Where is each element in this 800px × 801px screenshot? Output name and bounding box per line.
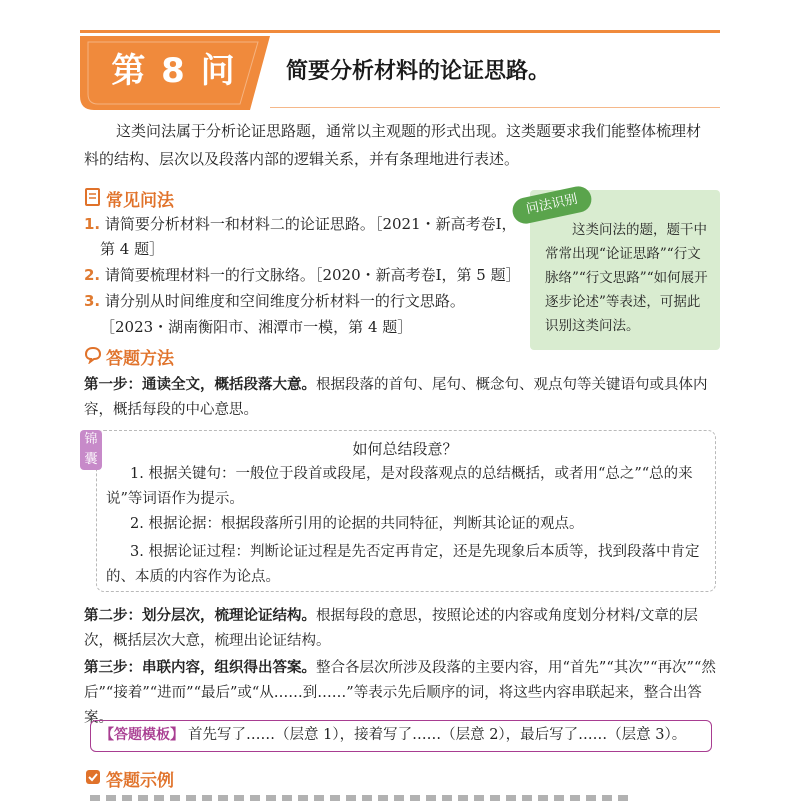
item-number: 2.: [84, 266, 101, 284]
question-prompt: 简要分析材料的论证思路。: [286, 59, 551, 84]
section-heading-method: 答题方法: [106, 349, 174, 369]
item-text: 请简要分析材料一和材料二的论证思路。: [104, 215, 375, 233]
step-label: 第二步：划分层次，梳理论证结构。: [84, 608, 316, 624]
tip-tag: 锦囊: [80, 430, 102, 470]
step-one: [84, 373, 720, 423]
checkbox-icon: [84, 768, 102, 786]
item-text: 请分别从时间维度和空间维度分析材料一的行文思路。: [104, 292, 465, 310]
list-item: [84, 262, 521, 288]
template-label: 【答题模板】: [100, 727, 184, 743]
identify-text: 这类问法的题，题干中常常出现“论证思路”“行文脉络”“行文思路”“如何展开逐步论述”等表述，可据此识别这类问法。: [545, 222, 708, 334]
tip-title: 如何总结段意？: [352, 440, 458, 458]
step-text: 根据每段的意思，按照论述的内容或角度划分材料/文章的层次，概括层次大意，梳理出论证结构。: [84, 608, 698, 649]
item-source-cont: 第 4 题］: [100, 240, 165, 258]
step-two: [84, 604, 720, 654]
item-number: 1.: [84, 215, 101, 233]
identify-tag: 问法识别: [510, 184, 594, 226]
notebook-icon: [84, 187, 102, 207]
tip-item: 2. 根据论据：根据段落所引用的论据的共同特征，判断其论证的观点。: [130, 516, 584, 532]
tip-item: 1. 根据关键句：一般位于段首或段尾，是对段落观点的总结概括，或者用“总之”“总的来说”等词语作为提示。: [106, 466, 693, 507]
section-heading-common: 常见问法: [106, 191, 174, 211]
step-text: 整合各层次所涉及段落的主要内容，用“首先”“其次”“再次”“然后”“接着”“进而”“最后”或“从……到……”等表示先后顺序的词，将这些内容串联起来，整合出答案。: [84, 660, 716, 726]
step-text: 根据段落的首句、尾句、概念句、观点句等关键语句或具体内容，概括每段的中心意思。: [84, 377, 708, 418]
item-source: ［2020・新高考卷Ⅰ，第 5 题］: [314, 266, 521, 284]
header-underline: [270, 107, 720, 108]
intro-paragraph: 这类问法属于分析论证思路题，通常以主观题的形式出现。这类题要求我们能整体梳理材料的结构、层次以及段落内部的逻辑关系，并有条理地进行表述。: [84, 122, 702, 168]
item-text: 请简要梳理材料一的行文脉络。: [104, 266, 315, 284]
section-heading-example: 答题示例: [106, 771, 174, 791]
list-item: [84, 288, 465, 314]
step-label: 第三步：串联内容，组织得出答案。: [84, 660, 316, 676]
list-item: [84, 211, 517, 237]
page-title: 第 8 问: [111, 51, 237, 91]
step-label: 第一步：通读全文，概括段落大意。: [84, 377, 316, 393]
template-text: 首先写了……（层意 1），接着写了……（层意 2），最后写了……（层意 3）。: [188, 727, 687, 743]
cut-off-text-line: [90, 795, 630, 801]
item-number: 3.: [84, 292, 101, 310]
item-source: ［2021・新高考卷Ⅰ，: [374, 215, 517, 233]
tip-item: 3. 根据论证过程：判断论证过程是先否定再肯定，还是先现象后本质等，找到段落中肯定的、本质的内容作为论点。: [106, 544, 700, 585]
speech-bubble-icon: [84, 346, 102, 364]
item-source: ［2023・湖南衡阳市、湘潭市一模，第 4 题］: [100, 318, 413, 336]
